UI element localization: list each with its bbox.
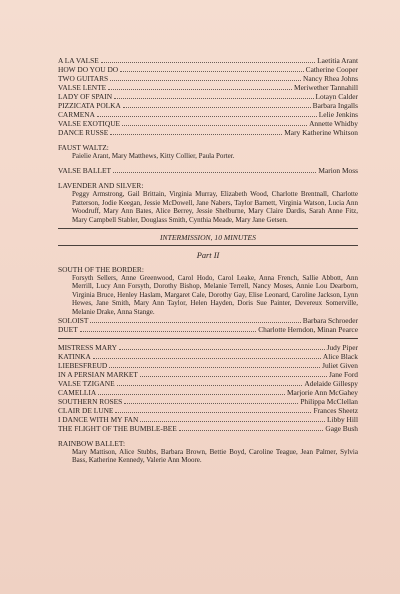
lavender-title: LAVENDER AND SILVER: (58, 181, 144, 191)
program-title: A LA VALSE (58, 56, 99, 65)
dot-leader (117, 384, 303, 386)
program-row (58, 128, 358, 137)
lavender-and-silver (58, 181, 358, 224)
performer-name: Catherine Cooper (305, 65, 358, 74)
program-title: THE FLIGHT OF THE BUMBLE-BEE (58, 424, 177, 434)
performer-name: Judy Piper (326, 343, 358, 353)
south-title: SOUTH OF THE BORDER: (58, 265, 144, 275)
duet-row (58, 325, 358, 334)
dot-leader (114, 97, 313, 99)
program-title: PIZZICATA POLKA (58, 101, 121, 110)
dot-leader (179, 429, 324, 431)
valse-ballet-row (58, 166, 358, 175)
rainbow-title: RAINBOW BALLET: (58, 439, 126, 449)
program-title: VALSE LENTE (58, 83, 107, 92)
dot-leader (97, 115, 317, 117)
divider-rule (58, 245, 358, 246)
program-title: HOW DO YOU DO (58, 65, 119, 74)
performer-name: Lotayn Calder (315, 92, 358, 101)
program-row (58, 397, 358, 406)
performer-name: Lelie Jenkins (318, 110, 358, 119)
performer-name: Nancy Rhea Johns (302, 74, 358, 83)
program-title: CLAIR DE LUNE (58, 406, 114, 416)
program-title: SOLOIST (58, 316, 89, 326)
rainbow-names: Mary Mattison, Alice Stubbs, Barbara Brown, Bettie Boyd, Caroline Teague, Jean Palmer, Sylvia Bass, Katherine Kennedy, Valerie Ann Moore. (72, 448, 358, 465)
performer-name: Alice Black (322, 352, 358, 362)
performer-name: Juliet Given (322, 361, 358, 371)
program-row (58, 415, 358, 424)
dot-leader (113, 171, 316, 173)
program-title: VALSE TZIGANE (58, 379, 115, 389)
program-row (58, 65, 358, 74)
performer-name: Gage Bush (325, 424, 358, 434)
dot-leader (110, 79, 301, 81)
performer-name: Charlotte Herndon, Minan Pearce (258, 325, 358, 335)
program-title: CAMELLIA (58, 388, 97, 398)
program-row (58, 424, 358, 433)
dot-leader (108, 88, 292, 90)
program-title: DUET (58, 325, 78, 335)
dot-leader (101, 61, 315, 63)
program-title: TWO GUITARS (58, 74, 109, 83)
faust-title: FAUST WALTZ: (58, 143, 109, 152)
dot-leader (80, 330, 257, 332)
intermission-label: INTERMISSION, 10 MINUTES (160, 233, 256, 243)
program-content (58, 56, 358, 465)
dot-leader (123, 106, 311, 108)
program-title: CARMENA (58, 110, 95, 119)
program-title: I DANCE WITH MY FAN (58, 415, 139, 425)
lavender-names: Peggy Armstrong, Gail Brittain, Virginia Murray, Elizabeth Wood, Charlotte Brentnall, Charlotte Patterson, Jodie Keegan, Jessie McDowell, Jane Nabers, Taylor Barnett, Virginia Watson, Lucia Ann Woodruff, Mary Ann Bates, Alice Berrey, Jessie Shelburne, Mary Claire Dardis, Sarah Anne Fitz, Mary Campbell Stabler, Douglass Smith, Cynthia Meade, Mary Jane Getsen. (72, 190, 358, 224)
performer-name: Libby Hill (327, 415, 358, 425)
program-row (58, 379, 358, 388)
program-row (58, 361, 358, 370)
performer-name: Frances Sheetz (313, 406, 358, 416)
program-title: LIEBESFREUD (58, 361, 108, 371)
program-row (58, 388, 358, 397)
program-row (58, 370, 358, 379)
faust-waltz (58, 143, 358, 160)
program-title: VALSE EXOTIQUE (58, 119, 121, 128)
south-names: Forsyth Sellers, Anne Greenwood, Carol Hodo, Carol Leake, Anna French, Sallie Abbott, Ann Merrill, Lucy Ann Forsyth, Dorothy Bishop, Melanie Terrell, Nancy Moses, Annie Lou Dearborn, Virginia Bruce, Henley Haslam, Margaret Cale, Dorothy Gay, Elise Leonard, Caroline Jackson, Lynn Hewes, Jane Smith, Mary Ann Taylor, Helen Hayden, Doris Sue Painter, Devereux Somerville, Melanie Drake, Anna Stange. (72, 274, 358, 316)
performer-name: Mary Katherine Whitson (284, 128, 358, 137)
program-row (58, 74, 358, 83)
program-row (58, 56, 358, 65)
dot-leader (115, 411, 311, 413)
program-row (58, 92, 358, 101)
program-row (58, 110, 358, 119)
performer-name: Philippa McClellan (300, 397, 358, 407)
dot-leader (124, 402, 298, 404)
program-title: SOUTHERN ROSES (58, 397, 123, 407)
program-title: VALSE BALLET (58, 166, 112, 176)
program-row (58, 406, 358, 415)
dot-leader (119, 348, 325, 350)
performer-name: Adelaide Gillespy (304, 379, 358, 389)
dot-leader (110, 133, 282, 135)
program-row (58, 83, 358, 92)
program-title: LADY OF SPAIN (58, 92, 113, 101)
performer-name: Meriwether Tannahill (294, 83, 358, 92)
part-two-heading: Part II (196, 251, 220, 261)
performer-name: Marjorie Ann McGahey (286, 388, 358, 398)
part1-list (58, 56, 358, 137)
faust-names: Paielie Arant, Mary Matthews, Kitty Collier, Paula Porter. (72, 152, 235, 160)
performer-name: Barbara Ingalls (312, 101, 358, 110)
rainbow-ballet (58, 439, 358, 465)
dot-leader (93, 357, 321, 359)
dot-leader (109, 366, 320, 368)
program-row (58, 119, 358, 128)
performer-name: Annette Whidby (309, 119, 358, 128)
soloist-row (58, 316, 358, 325)
program-title: DANCE RUSSE (58, 128, 109, 137)
dot-leader (122, 124, 307, 126)
performer-name: Jane Ford (329, 370, 358, 380)
performer-name: Barbara Schroeder (302, 316, 358, 326)
program-row (58, 101, 358, 110)
south-of-the-border (58, 265, 358, 316)
dot-leader (90, 321, 300, 323)
program-row (58, 352, 358, 361)
performer-name: Laetitia Arant (317, 56, 358, 65)
program-row (58, 343, 358, 352)
part2-list (58, 343, 358, 433)
dot-leader (98, 393, 285, 395)
program-title: KATINKA (58, 352, 91, 362)
program-title: MISTRESS MARY (58, 343, 117, 353)
dot-leader (140, 375, 327, 377)
dot-leader (140, 420, 325, 422)
program-title: IN A PERSIAN MARKET (58, 370, 138, 380)
performer-name: Marion Moss (318, 166, 358, 176)
dot-leader (120, 70, 304, 72)
